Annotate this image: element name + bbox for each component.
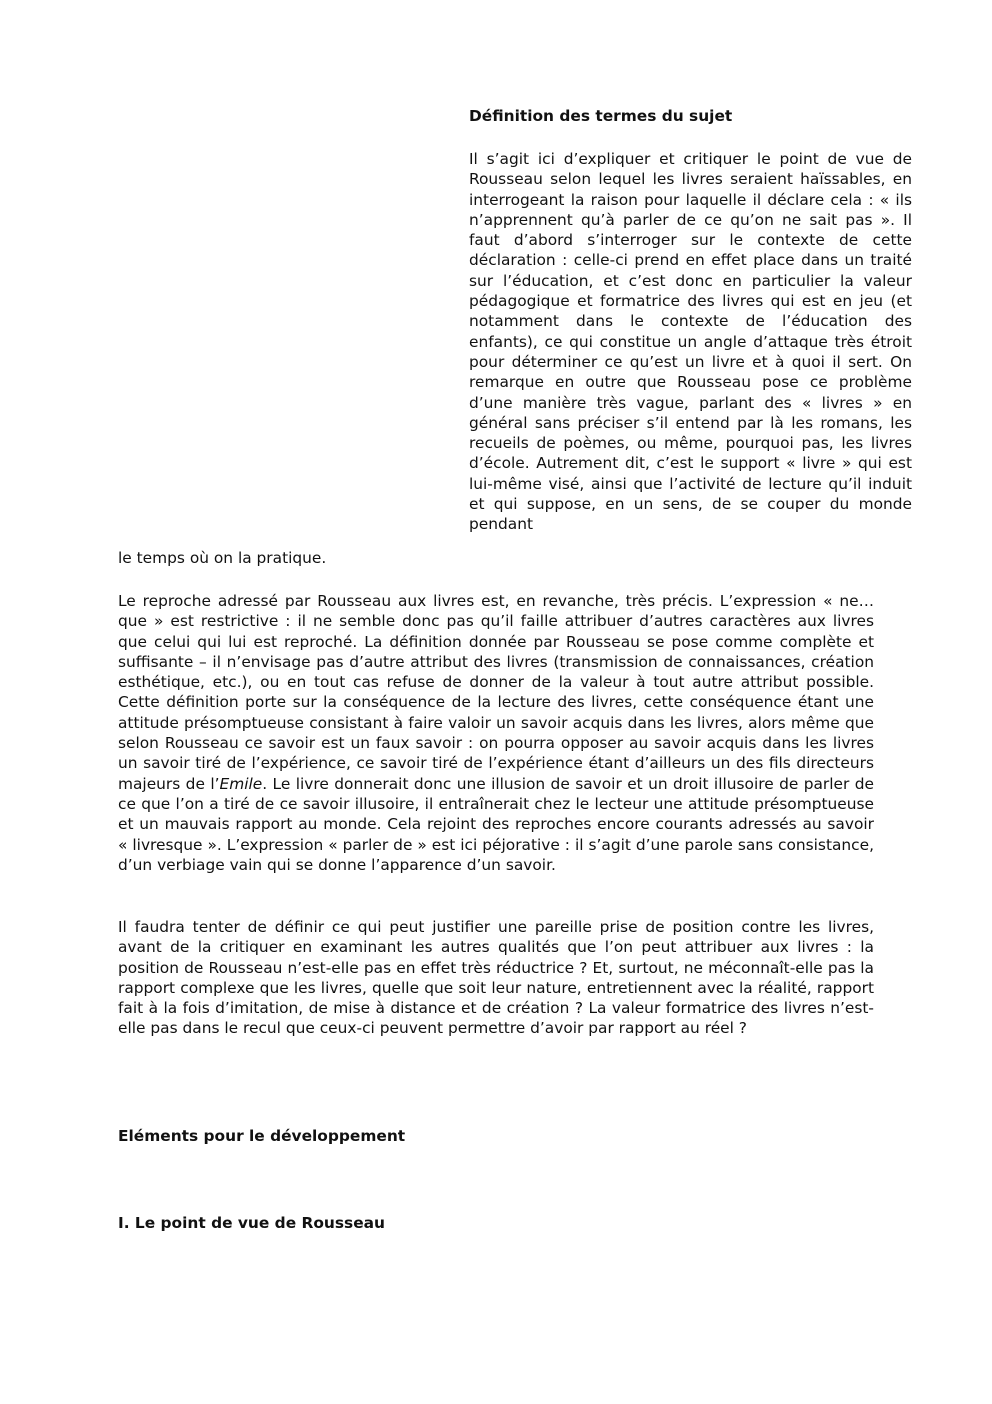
paragraph-context-end: le temps où on la pratique.: [118, 549, 327, 567]
paragraph-reproach-part1: Le reproche adressé par Rousseau aux livres est, en revanche, très précis. L’expression « ne…que » est restrictive : il ne semble donc pas qu’il faille attribuer d’autres caractères aux livres que celui qui lui est reproché. La définition donnée par Rousseau se pose comme complète et suffisante – il n’envisage pas d’autre attribut des livres (transmission de connaissances, création esthétique, etc.), ou en tout cas refuse de donner de la valeur à tout autre attribut possible. Cette définition porte sur la conséquence de la lecture des livres, cette conséquence étant une attitude présomptueuse consistant à faire valoir un savoir acquis dans les livres, alors même que selon Rousseau ce savoir est un faux savoir : on pourra opposer au savoir acquis dans les livres un savoir tiré de l’expérience, ce savoir tiré de l’expérience étant d’ailleurs un des fils directeurs majeurs de l’: [118, 592, 874, 793]
paragraph-context: Il s’agit ici d’expliquer et critiquer le point de vue de Rousseau selon lequel les livres seraient haïssables, en interrogeant la raison pour laquelle il déclare cela : « ils n’apprennent qu’à parler de ce qu’on ne sait pas ». Il faut d’abord s’interroger sur le contexte de cette déclaration : celle-ci prend en effet place dans un traité sur l’éducation, et c’est donc en particulier la valeur pédagogique et formatrice des livres qui est en jeu (et notamment dans le contexte de l’éducation des enfants), ce qui constitue un angle d’attaque très étroit pour déterminer ce qu’est un livre et à quoi il sert. On remarque en outre que Rousseau pose ce problème d’une manière très vague, parlant des « livres » en général sans préciser s’il entend par là les romans, les recueils de poèmes, ou même, pourquoi pas, les livres d’école. Autrement dit, c’est le support « livre » qui est lui-même visé, ainsi que l’activité de lecture qu’il induit et qui suppose, en un sens, de se couper du monde pendant: [469, 150, 912, 534]
emile-title: Emile: [219, 774, 263, 793]
part1-heading: I. Le point de vue de Rousseau: [118, 1214, 385, 1232]
development-heading: Eléments pour le développement: [118, 1127, 406, 1145]
paragraph-reproach: [118, 591, 874, 875]
paragraph-problematic: Il faudra tenter de définir ce qui peut justifier une pareille prise de position contre les livres, avant de la critiquer en examinant les autres qualités que l’on peut attribuer aux livres : la position de Rousseau n’est-elle pas en effet très réductrice ? Et, surtout, ne méconnaît-elle pas la rapport complexe que les livres, quelle que soit leur nature, entretiennent avec la réalité, rapport fait à la fois d’imitation, de mise à distance et de création ? La valeur formatrice des livres n’est-elle pas dans le recul que ceux-ci peuvent permettre d’avoir par rapport au réel ?: [118, 918, 874, 1038]
paragraph-reproach-part2: . Le livre donnerait donc une illusion de savoir et un droit illusoire de parler de ce que l’on a tiré de ce savoir illusoire, il entraînerait chez le lecteur une attitude présomptueuse et un mauvais rapport au monde. Cela rejoint des reproches encore courants adressés au savoir « livresque ». L’expression « parler de » est ici péjorative : il s’agit d’une parole sans consistance, d’un verbiage vain qui se donne l’apparence d’un savoir.: [118, 774, 874, 874]
definition-heading: Définition des termes du sujet: [469, 107, 733, 125]
